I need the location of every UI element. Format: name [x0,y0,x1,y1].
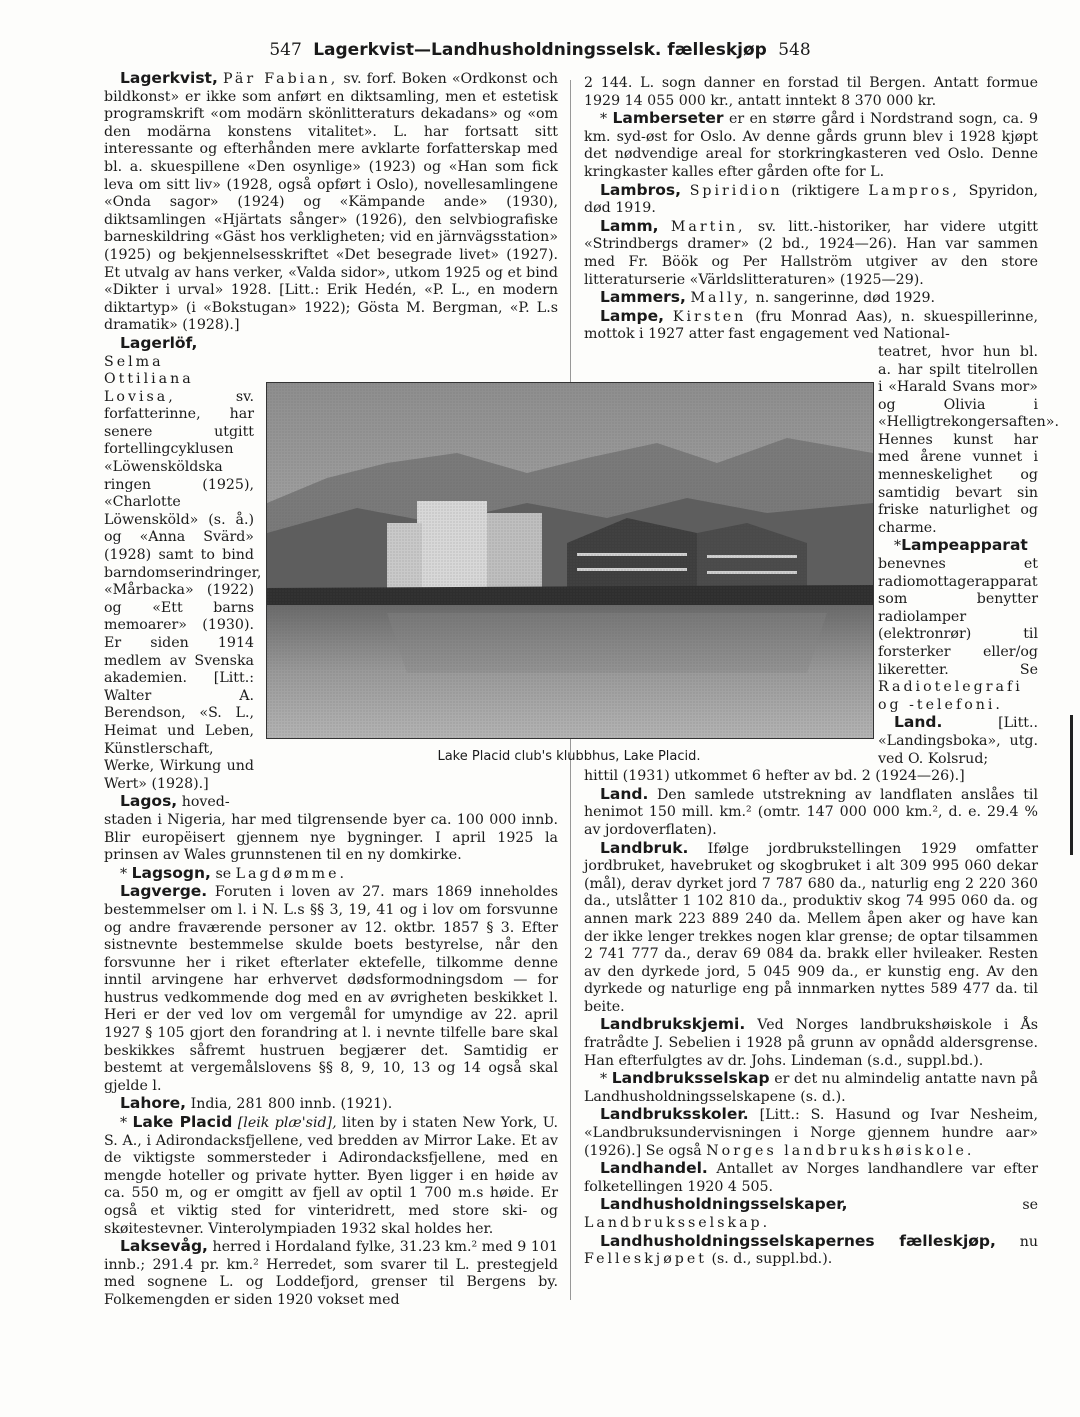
entry-text: nu [995,1233,1038,1250]
cross-reference: Landbruksselskap. [584,1215,771,1231]
page-number-right: 548 [778,40,811,60]
page-header [0,40,1080,60]
entry-text: Ved Norges landbrukshøiskole i Ås fratrådte J. Sebelien i 1928 på grunn av opnådd aldersgrense. Han efterfulgtes av dr. Johs. Lindeman (s.d., suppl.bd.). [584,1017,1038,1069]
headword: Land. [894,713,943,732]
spaced-name: Pär Fabian, [222,71,339,87]
entry-lagos-start [104,793,254,812]
page-edge-mark [1070,715,1073,855]
spaced-name: Lampros, [868,182,960,199]
entry-text: Spyridon, død 1919. [584,182,1038,217]
entry-lampe-start [584,308,1038,344]
halftone-texture [267,383,873,738]
entry-lamm [584,218,1038,289]
star-mark: * [600,1071,608,1088]
entry-text: herred i Hordaland fylke, 31.23 km.² med 9 101 innb.; 291.4 pr. km.² Herredet, som svarer til L. prestegjeld med sognene L. og Loddefjord, grenser til Bergens by. Folkemengden er siden 1920 vokset med [104,1239,558,1308]
headword: Landbruksskoler. [600,1105,749,1124]
headword: Landhandel. [600,1159,708,1178]
entry-text: se [210,865,236,882]
headword: Laksevåg, [120,1237,208,1256]
star-mark: * [120,1115,128,1132]
entry-text: er det nu almindelig antatte navn på Landhusholdningsselskapene (s. d.). [584,1071,1038,1105]
headword: Landhusholdningsselskaper, [600,1195,848,1214]
star-mark: * [120,865,128,882]
entry-lambros [584,182,1038,218]
headword: Landbrukskjemi. [600,1015,746,1034]
entry-text: sv. litt.-historiker, har videre utgitt «Strindbergs dramer» (2 bd., 1924—26). Han var sammen med Fr. Böök og Per Hallström utgiver av den store litteraturserie «Världslitteraturen» (1925—29). [584,218,1038,288]
entry-text: (s. d., suppl.bd.). [706,1251,833,1268]
headword: Lampe, [600,306,664,325]
entry-lampe-cont: teatret, hvor hun bl. a. har spilt titelrollen i «Harald Svans mor» og Olivia i «Helligtrekongersaften». Hennes kunst har med årene vunnet i menneskelighet og samtidig bevart sin friske naturlighet og charme. [878,343,1059,536]
star-mark: * [894,538,902,555]
headword: Lagsogn, [131,863,211,882]
headword: Lagos, [120,792,178,811]
photo-illustration [267,383,873,738]
entry-text: er en større gård i Nordstrand sogn, ca. 9 km. syd-øst for Oslo. Av denne gårds grunn blev i 1928 kjøpt det nødvendige areal for storkringkasteren ved Oslo. Denne kringkaster kalles efter gården ofte for L. [584,111,1038,180]
entry-lagerlof [104,333,262,793]
entry-text: Ifølge jordbrukstellingen 1929 omfatter jordbruket, havebruket og skogbruket i alt 309 995 060 dekar (mål), derav dyrket jord 7 787 680 da., naturlig eng 2 220 360 da., utslåtter 1 102 810 da., produktiv skog 74 995 060 da. og annen mark 223 889 240 da. Mellem åpen aker og have kan der ikke lenger trekkes nogen klar grense; de optar tilsammen 2 741 777 da., derav 69 084 da. brakk eller hvileaker. Resten av den dyrkede jord, 5 045 909 da., er kunstig eng. Av den dyrkede og naturlige eng på innmarken nyttes 589 477 da. til beite. [584,840,1038,1015]
entry-text: (fru Monrad Aas), n. skuespillerinne, mottok i 1927 atter fast engagement ved National- [584,308,1038,343]
entry-text: hoved- [177,794,230,811]
entry-lammers [584,289,1038,308]
entry-text: India, 281 800 innb. (1921). [186,1096,393,1113]
headword: Lagerkvist, [120,69,218,87]
entry-land-litt [878,714,1038,768]
spaced-name: Kirsten [672,308,747,325]
entry-landbruksselskap [584,1070,1038,1106]
entry-text: Foruten i loven av 27. mars 1869 inneholdes bestemmelser om l. i N. L.s §§ 3, 19, 41 og i lov om forsvunne og andre fraværende personer av 12. oktbr. 1857 § 3. Efter sistnevnte bestemmelse skulde boets bestyrelse, når den forsvunne her i riket efterlater ektefelle, tilkomme denne inntil arvingene har erhvervet dødsformodningsdom — for hustrus vedkommende dog med en av øvrigheten beskikket l. Heri er der ved lov om vergemål for umyndige av 22. april 1927 § 105 gjort den forandring at l. i nevnte tilfelle bare skal beskikkes såfremt hustruen begjærer det. Samtidig er bestemt at vergemålslovens §§ 8, 9, 10, 13 og 14 også skal gjelde l. [104,884,558,1094]
headword: Landbruksselskap [611,1069,770,1088]
entry-lagerkvist [104,70,558,335]
entry-laksevag [104,1238,558,1309]
entry-landbrukskjemi [584,1016,1038,1070]
page-number-left: 547 [269,40,302,60]
headword: Lampeapparat [901,536,1028,555]
headword: Lambros, [600,180,681,199]
entry-landhandel [584,1160,1038,1196]
headword: Land. [600,784,649,803]
cross-reference: Radiotelegrafi og -telefoni. [878,679,1023,713]
entry-text: n. sangerinne, død 1929. [751,290,936,307]
spaced-name: Spiridion [689,182,783,199]
entry-landbruksskoler [584,1106,1038,1160]
entry-lagos-cont: staden i Nigeria, har med tilgrensende byer ca. 100 000 innb. Blir europëisert gjennem nye bygninger. I april 1925 la prinsen av Wales grunnstenen til en ny domkirke. [104,811,558,864]
star-mark: * [600,111,608,128]
headword: Lagverge. [120,882,208,901]
entry-faelleskjop [584,1233,1038,1269]
entry-laksevag-cont: 2 144. L. sogn danner en forstad til Bergen. Antatt formue 1929 14 055 000 kr., antatt inntekt 8 370 000 kr. [584,75,1038,109]
entry-text: (riktigere [782,182,869,199]
headword: Lagerlöf, [120,333,198,352]
entry-lampeapparat [878,537,1038,714]
entry-landhusholdningsselskaper [584,1196,1038,1232]
entry-text: Antallet av Norges landhandlere var efter folketellingen 1920 4 505. [584,1161,1038,1195]
headword: Landbruk. [600,838,689,857]
entry-land [584,786,1038,840]
headword: Landhusholdningsselskapernes fælleskjøp, [600,1231,996,1250]
entry-landbruk [584,840,1038,1017]
entry-text: [Litt.. «Landingsboka», utg. ved O. Kolsrud; [878,715,1038,767]
running-title: Lagerkvist—Landhusholdningsselsk. fælleskjøp [313,40,767,60]
headword: Lahore, [120,1094,187,1113]
cross-reference: Lagdømme. [235,865,348,882]
cross-reference: Felleskjøpet [584,1251,707,1268]
spaced-name: Mally, [690,290,752,307]
figure-caption: Lake Placid club's klubbhus, Lake Placid. [437,749,701,764]
entry-text: se [847,1197,1038,1214]
headword: Lammers, [600,288,686,307]
spaced-name: Selma Ottiliana Lovisa, [104,353,194,405]
entry-lagverge [104,883,558,1095]
entry-lamberseter [584,110,1038,181]
headword: Lake Placid [132,1113,233,1132]
entry-text: sv. forf. Boken «Ordkonst och bildkonst» er ikke som anført en diktsamling, men et estetisk programskrift «om modärn skönlitteraturs dekadans» og «om den modärna konstens vitalitet». L. har fortsatt sitt interessante og efterhånden mere avklarte forfatterskap med bl. a. skuespillene «Den osynlige» (1923) og «Han som fick leva om sitt liv» (1928, også opført i Oslo), novellesamlingene «Onda sagor» (1924) og «Kämpande ande» (1930), diktsamlingen «Hjärtats sånger» (1926), den selvbiografiske barneskildring «Gäst hos verkligheten; vid en järnvägsstation» (1925) og bekjennelsesskriftet «Det besegrade livet» (1927). Et utvalg av hans verker, «Valda sidor», utkom 1925 og et bind «Dikter i urval» 1928. [Litt.: Erik Hedén, «P. L., en modern diktartyp» (i «Bokstugan» 1922); Gösta M. Bergman, «P. L.s dramatik» (1928).] [104,71,559,334]
entry-text: Den samlede utstrekning av landflaten anslåes til henimot 150 mill. km.² (omtr. 147 000 000 km.², d. e. 29.4 % av jordoverflaten). [584,786,1038,838]
pronunciation: [leik plæ'sid], [232,1115,337,1132]
entry-lagsogn [104,865,558,884]
entry-text: sv. forfatterinne, har senere utgitt fortellingcyklusen «Löwensköldska ringen (1925), «Charlotte Löwensköld» (s. å.) og «Anna Svärd» (1928) samt to bind barndomserindringer, «Mårbacka» (1922) og «Ett barns memoarer» (1930). Er siden 1914 medlem av Svenska akademien. [Litt.: Walter A. Berendson, «S. L., Heimat und Leben, Künstlerschaft, Werke, Wirkung und Wert» (1928).] [104,388,262,792]
entry-land-litt-cont: hittil (1931) utkommet 6 hefter av bd. 2 (1924—26).] [584,768,965,785]
entry-text: benevnes et radiomottagerapparat som benytter radiolamper (elektronrør) til forsterker eller/og likeretter. Se [878,556,1038,678]
entry-lahore [104,1095,558,1114]
spaced-name: Martin, [670,218,746,235]
entry-text: [Litt.: S. Hasund og Ivar Nesheim, «Landbruksundervisningen i Norge gjennem hundre aar» (1926).] Se også [584,1107,1038,1159]
entry-text: liten by i staten New York, U. S. A., i Adirondacksfjellene, ved bredden av Mirror Lake. Et av de viktigste sommersteder i Adirondacksfjellene, med en mengde hoteller og private hytter. Byen ligger i en høide av ca. 550 m, og er omgitt av fjell av optil 1 700 m.s høide. Er også et viktig sted for vinteridrett, med store ski- og skøitestevner. Vinterolympiaden 1932 skal holdes her. [104,1115,558,1237]
headword: Lamberseter [612,109,724,128]
entry-lake-placid [104,1114,558,1238]
lake-placid-photo [266,382,874,739]
headword: Lamm, [600,216,659,235]
cross-reference: Norges landbrukshøiskole. [706,1142,975,1159]
